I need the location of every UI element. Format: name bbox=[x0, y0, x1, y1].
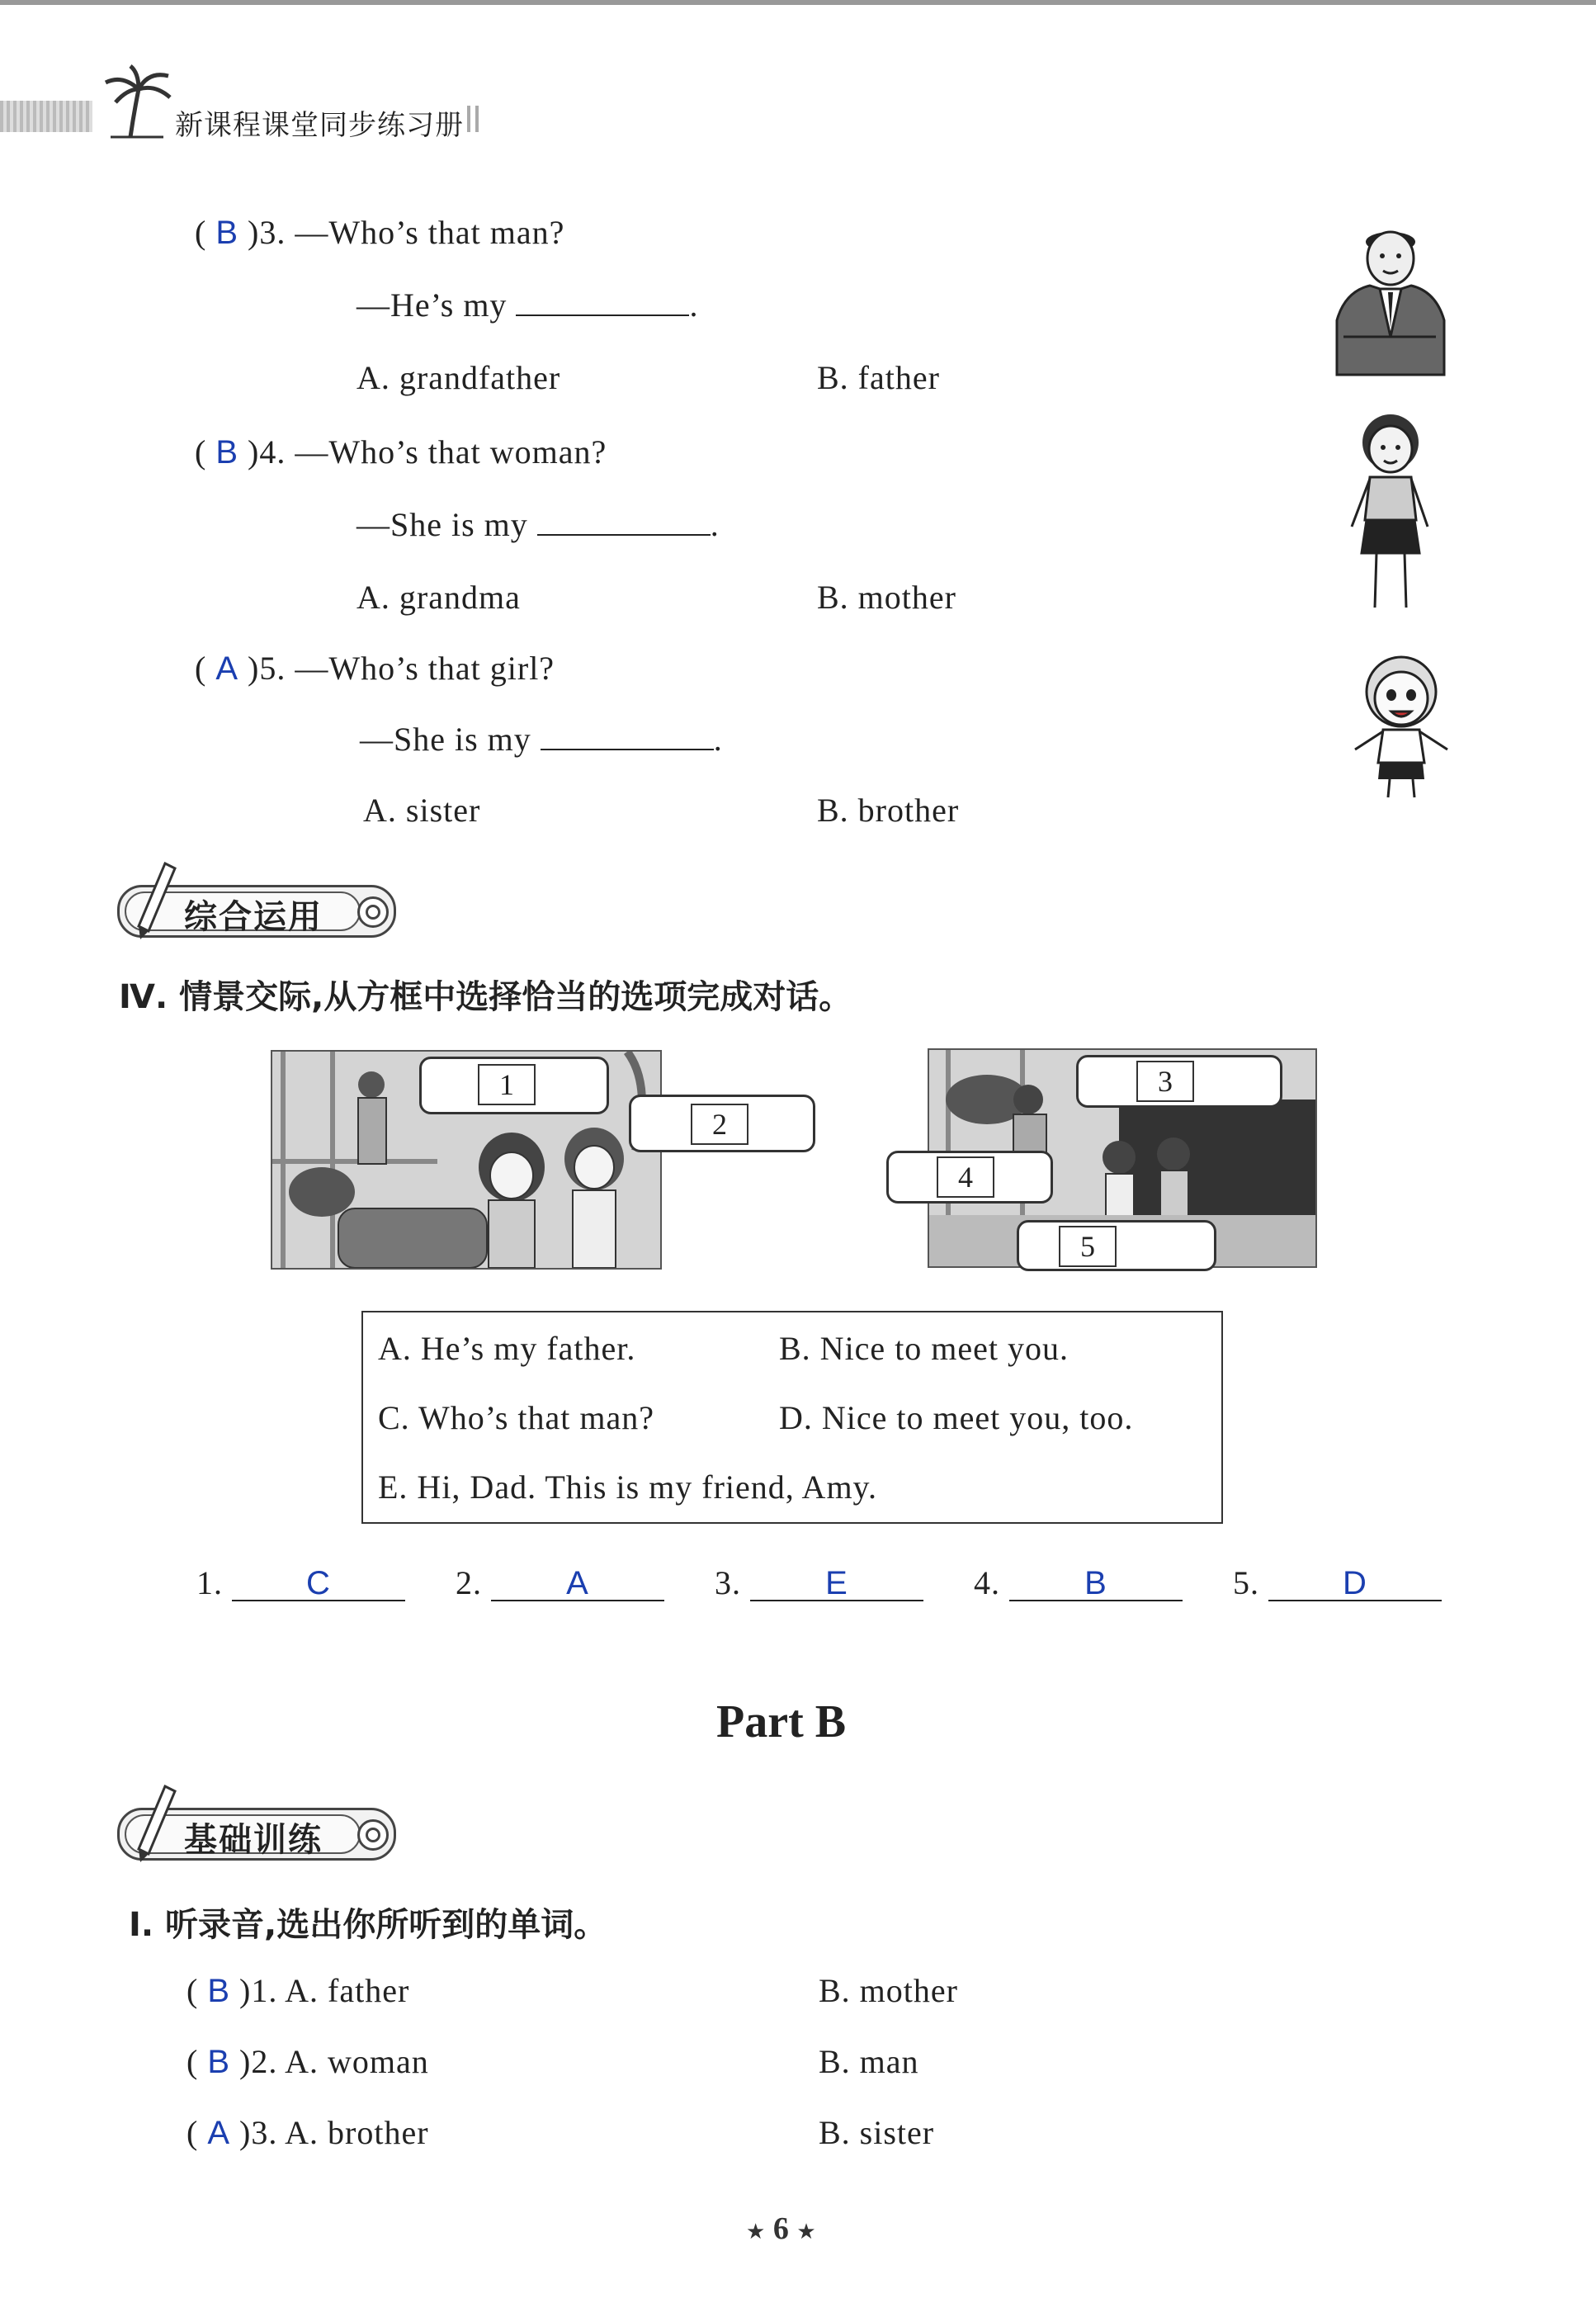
answer-letter: B bbox=[1084, 1565, 1107, 1601]
palm-tree-icon bbox=[97, 64, 173, 139]
option-d: D. Nice to meet you, too. bbox=[779, 1399, 1134, 1436]
answer-letter: B bbox=[207, 1973, 231, 2009]
response-line: —He’s my . bbox=[357, 286, 699, 324]
header-divider bbox=[467, 106, 470, 132]
tag-label: 基础训练 bbox=[184, 1821, 323, 1859]
answer-letter: B bbox=[207, 2044, 231, 2080]
answer-slot-3 bbox=[715, 1563, 923, 1602]
speech-bubble-5 bbox=[1017, 1220, 1216, 1271]
speech-bubble-1 bbox=[419, 1057, 609, 1114]
question-text: —Who’s that man? bbox=[295, 214, 565, 251]
answer-blank[interactable] bbox=[516, 286, 689, 316]
answer-letter: C bbox=[306, 1565, 331, 1601]
option-e: E. Hi, Dad. This is my friend, Amy. bbox=[378, 1468, 877, 1506]
response-line: —She is my . bbox=[357, 506, 720, 543]
option-a: A. father bbox=[285, 1972, 410, 2009]
answer-blank[interactable] bbox=[1268, 1563, 1442, 1601]
page-number-footer bbox=[746, 2211, 816, 2247]
answer-number: 3. bbox=[715, 1564, 741, 1601]
part-b-heading: Part B bbox=[716, 1696, 847, 1747]
pencil-icon bbox=[124, 1781, 185, 1864]
bubble-number: 3 bbox=[1136, 1061, 1194, 1102]
answer-number: 2. bbox=[456, 1564, 482, 1601]
answer-letter: A bbox=[215, 650, 239, 687]
answer-letter: E bbox=[825, 1565, 848, 1601]
woman-picture bbox=[1337, 411, 1444, 617]
answer-blank[interactable] bbox=[491, 1563, 664, 1601]
bubble-number: 4 bbox=[937, 1156, 994, 1198]
option-a: A. sister bbox=[363, 792, 481, 829]
man-in-suit-picture bbox=[1320, 213, 1461, 378]
top-edge bbox=[0, 0, 1596, 5]
answer-slot-2 bbox=[456, 1563, 664, 1602]
option-a: A. grandfather bbox=[357, 359, 561, 396]
answer-number: 5. bbox=[1233, 1564, 1259, 1601]
option-a: A. woman bbox=[285, 2043, 429, 2080]
section-4-title: Ⅳ. 情景交际,从方框中选择恰当的选项完成对话。 bbox=[119, 978, 852, 1016]
option-b: B. sister bbox=[819, 2114, 935, 2151]
question-stem: ( B )4. —Who’s that woman? bbox=[195, 433, 607, 471]
pencil-icon bbox=[124, 858, 185, 941]
bubble-number: 1 bbox=[478, 1064, 536, 1105]
star-icon: ★ bbox=[796, 2220, 816, 2244]
header-divider bbox=[475, 106, 479, 132]
option-a: A. He’s my father. bbox=[378, 1330, 636, 1367]
response-text: —She is my bbox=[360, 721, 531, 758]
answer-letter: B bbox=[215, 434, 239, 471]
answer-letter: B bbox=[215, 215, 239, 251]
option-b: B. mother bbox=[819, 1972, 958, 2009]
listening-item-1: ( B )1. A. father bbox=[187, 1972, 410, 2009]
question-text: —Who’s that woman? bbox=[295, 433, 607, 471]
answer-number: 1. bbox=[196, 1564, 223, 1601]
option-b: B. Nice to meet you. bbox=[779, 1330, 1070, 1367]
question-text: —Who’s that girl? bbox=[295, 650, 555, 687]
question-number: 5. bbox=[259, 650, 286, 687]
bubble-number: 2 bbox=[691, 1104, 748, 1145]
option-b: B. brother bbox=[817, 792, 960, 829]
header-title: 新课程课堂同步练习册 bbox=[175, 109, 464, 142]
listening-item-3: ( A )3. A. brother bbox=[187, 2114, 429, 2151]
listening-item-2: ( B )2. A. woman bbox=[187, 2043, 429, 2080]
answer-blank[interactable] bbox=[232, 1563, 405, 1601]
answer-blank[interactable] bbox=[541, 721, 714, 750]
header-stripe bbox=[0, 101, 92, 132]
question-stem: ( B )3. —Who’s that man? bbox=[195, 214, 565, 251]
speech-bubble-2 bbox=[629, 1095, 815, 1152]
question-stem: ( A )5. —Who’s that girl? bbox=[195, 650, 555, 687]
option-a: A. brother bbox=[285, 2114, 429, 2151]
star-icon: ★ bbox=[746, 2220, 766, 2244]
speech-bubble-3 bbox=[1076, 1055, 1282, 1108]
option-b: B. man bbox=[819, 2043, 919, 2080]
bubble-number: 5 bbox=[1059, 1226, 1117, 1267]
question-number: 3. bbox=[251, 2114, 278, 2151]
response-line: —She is my . bbox=[360, 721, 723, 758]
response-text: —He’s my bbox=[357, 286, 508, 324]
option-a: A. grandma bbox=[357, 579, 521, 616]
option-b: B. mother bbox=[817, 579, 956, 616]
answer-letter: A bbox=[566, 1565, 589, 1601]
answer-slot-5 bbox=[1233, 1563, 1442, 1602]
answer-letter: D bbox=[1343, 1565, 1367, 1601]
question-number: 4. bbox=[259, 433, 286, 471]
tag-label: 综合运用 bbox=[184, 898, 323, 936]
answer-number: 4. bbox=[974, 1564, 1000, 1601]
option-c: C. Who’s that man? bbox=[378, 1399, 654, 1436]
page-number: 6 bbox=[772, 2211, 789, 2246]
answer-slot-4 bbox=[974, 1563, 1183, 1602]
question-number: 3. bbox=[259, 214, 286, 251]
question-number: 2. bbox=[251, 2043, 278, 2080]
option-b: B. father bbox=[817, 359, 940, 396]
response-text: —She is my bbox=[357, 506, 528, 543]
answer-blank[interactable] bbox=[537, 506, 711, 536]
answer-blank[interactable] bbox=[1009, 1563, 1183, 1601]
answer-blank[interactable] bbox=[750, 1563, 923, 1601]
speech-bubble-4 bbox=[886, 1151, 1053, 1204]
answer-slot-1 bbox=[196, 1563, 405, 1602]
girl-picture bbox=[1343, 652, 1459, 801]
answer-letter: A bbox=[207, 2115, 231, 2151]
section-i-title: Ⅰ. 听录音,选出你所听到的单词。 bbox=[129, 1906, 607, 1944]
question-number: 1. bbox=[251, 1972, 278, 2009]
